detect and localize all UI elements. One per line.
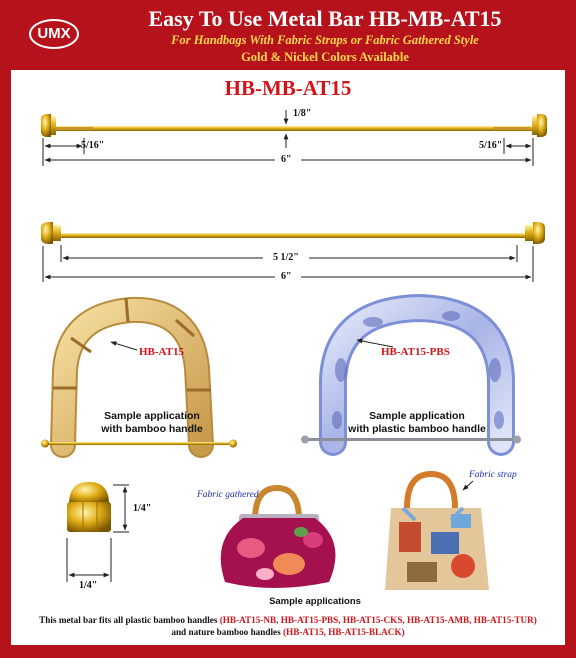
cap-nut-height-label: 1/4" [133, 503, 152, 514]
sample-applications-caption: Sample applications [269, 596, 361, 607]
bamboo-caption-line-1: Sample application [104, 410, 200, 422]
plastic-caption [327, 410, 507, 436]
bar2-length-label: 6" [281, 271, 292, 282]
bar1-end-right-label: 5/16" [479, 140, 503, 151]
bamboo-caption-line-2: with bamboo handle [101, 423, 203, 435]
model-title: HB-MB-AT15 [224, 76, 352, 100]
subtitle: For Handbags With Fabric Straps or Fabric Gathered Style [171, 33, 479, 47]
footer-line-2-text: and nature bamboo handles [171, 627, 281, 637]
gathered-bag [221, 488, 336, 588]
cap-nut [67, 482, 111, 532]
plastic-caption-line-1: Sample application [369, 410, 465, 422]
footer-line-1-codes: (HB-AT15-NB, HB-AT15-PBS, HB-AT15-CKS, HB-AT15-AMB, HB-AT15-TUR) [219, 615, 537, 625]
plastic-caption-line-2: with plastic bamboo handle [348, 423, 486, 435]
bar1-diameter-label: 1/8" [293, 108, 312, 119]
page-title: Easy To Use Metal Bar HB-MB-AT15 [148, 6, 502, 31]
footer-line-2 [11, 627, 565, 637]
umx-logo: UMX [29, 19, 79, 49]
header [0, 0, 576, 70]
cap-nut-width-label: 1/4" [79, 580, 98, 591]
footer-line-2-codes: (HB-AT15, HB-AT15-BLACK) [283, 627, 405, 637]
metal-bar-2 [41, 222, 545, 244]
bar1-length-label: 6" [281, 154, 292, 165]
strap-bag [385, 474, 489, 590]
bar2-inner-label: 5 1/2" [273, 252, 299, 263]
plastic-handle-label: HB-AT15-PBS [381, 346, 450, 358]
footer-line-1 [11, 615, 565, 625]
fabric-strap-label: Fabric strap [469, 470, 517, 480]
bar1-end-left-label: 5/16" [81, 140, 105, 151]
footer-line-1-text: This metal bar fits all plastic bamboo handles [39, 615, 218, 625]
fabric-gathered-label: Fabric gathered [197, 490, 259, 500]
colors-available: Gold & Nickel Colors Available [241, 50, 409, 64]
bamboo-caption [77, 410, 227, 436]
product-panel [11, 70, 565, 645]
bamboo-handle-label: HB-AT15 [139, 346, 185, 358]
